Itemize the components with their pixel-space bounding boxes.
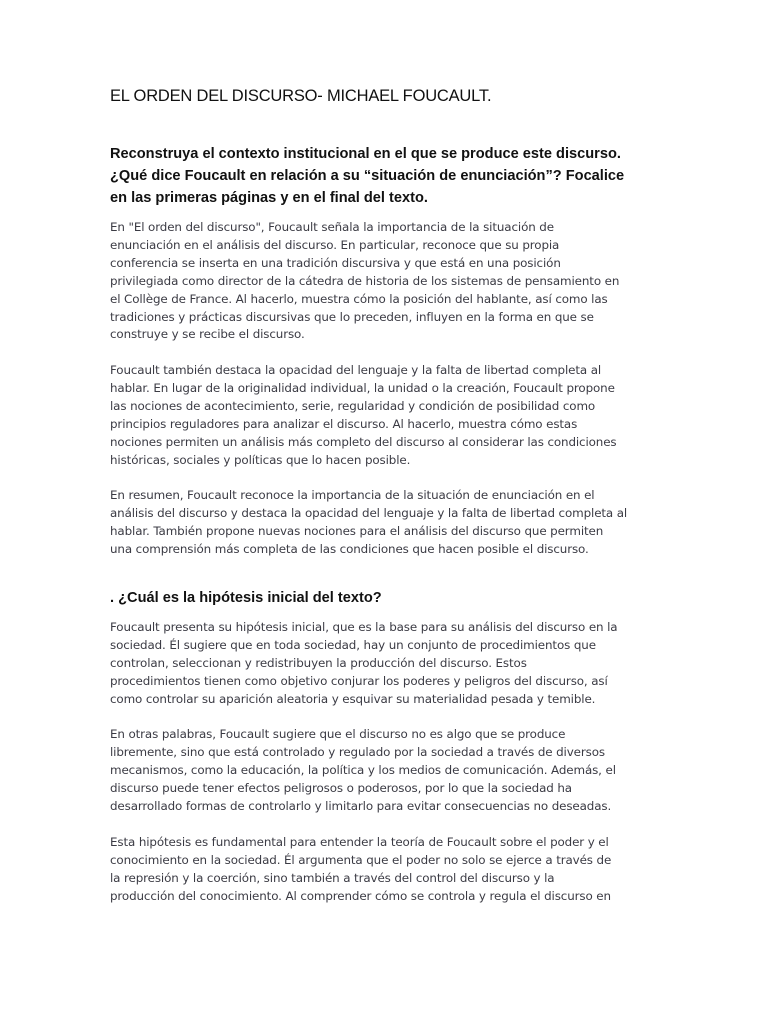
section2-paragraph-1 — [110, 619, 662, 709]
paragraph-line: En otras palabras, Foucault sugiere que el discurso no es algo que se produce — [110, 727, 566, 741]
paragraph-line: controlan, seleccionan y redistribuyen la producción del discurso. Estos — [110, 655, 527, 670]
paragraph-line: mecanismos, como la educación, la política y los medios de comunicación. Además, el — [110, 762, 616, 777]
section1-paragraph-2 — [110, 362, 662, 469]
paragraph-line: hablar. En lugar de la originalidad individual, la unidad o la creación, Foucault propone — [110, 380, 615, 395]
paragraph-line: tradiciones y prácticas discursivas que lo preceden, influyen en la forma en que se — [110, 309, 594, 324]
paragraph-line: conocimiento en la sociedad. Él argumenta que el poder no solo se ejerce a través de — [110, 852, 612, 867]
paragraph-line: sociedad. Él sugiere que en toda sociedad, hay un conjunto de procedimientos que — [110, 637, 596, 652]
paragraph-line: principios reguladores para analizar el discurso. Al hacerlo, muestra cómo estas — [110, 416, 578, 431]
paragraph-line: Esta hipótesis es fundamental para entender la teoría de Foucault sobre el poder y el — [110, 835, 609, 849]
paragraph-line: la represión y la coerción, sino también a través del control del discurso y la — [110, 870, 555, 885]
section1-heading — [110, 143, 662, 209]
section1-heading-line: ¿Qué dice Foucault en relación a su “situación de enunciación”? Focalice — [110, 168, 625, 184]
section1-paragraph-3 — [110, 487, 662, 559]
paragraph-line: producción del conocimiento. Al comprender cómo se controla y regula el discurso en — [110, 888, 611, 903]
section2-paragraph-3 — [110, 834, 662, 906]
section1-heading-line: Reconstruya el contexto institucional en el que se produce este discurso. — [110, 146, 621, 162]
paragraph-line: hablar. También propone nuevas nociones para el análisis del discurso que permiten — [110, 523, 604, 538]
paragraph-line: el Collège de France. Al hacerlo, muestra cómo la posición del hablante, así como las — [110, 291, 608, 306]
paragraph-line: las nociones de acontecimiento, serie, regularidad y condición de posibilidad como — [110, 398, 596, 413]
paragraph-line: En "El orden del discurso", Foucault señala la importancia de la situación de — [110, 220, 554, 234]
paragraph-line: En resumen, Foucault reconoce la importancia de la situación de enunciación en el — [110, 488, 595, 502]
paragraph-line: Foucault también destaca la opacidad del lenguaje y la falta de libertad completa al — [110, 363, 602, 377]
paragraph-line: construye y se recibe el discurso. — [110, 327, 305, 342]
paragraph-line: análisis del discurso y destaca la opacidad del lenguaje y la falta de libertad completa al — [110, 505, 628, 520]
paragraph-line: discurso puede tener efectos peligrosos o poderosos, por lo que la sociedad ha — [110, 780, 572, 795]
paragraph-line: Foucault presenta su hipótesis inicial, que es la base para su análisis del discurso en la — [110, 620, 618, 634]
paragraph-line: históricas, sociales y políticas que lo hacen posible. — [110, 452, 411, 467]
paragraph-line: como controlar su aparición aleatoria y esquivar su materialidad pesada y temible. — [110, 691, 596, 706]
section1-paragraph-1 — [110, 219, 662, 344]
paragraph-line: libremente, sino que está controlado y regulado por la sociedad a través de diversos — [110, 744, 605, 759]
paragraph-line: una comprensión más completa de las condiciones que hacen posible el discurso. — [110, 541, 589, 556]
paragraph-line: nociones permiten un análisis más completo del discurso al considerar las condiciones — [110, 434, 617, 449]
section1-heading-line: en las primeras páginas y en el final del texto. — [110, 190, 428, 206]
paragraph-line: privilegiada como director de la cátedra de historia de los sistemas de pensamiento en — [110, 273, 620, 288]
section2-heading-line: . ¿Cuál es la hipótesis inicial del texto? — [110, 590, 382, 606]
paragraph-line: conferencia se inserta en una tradición discursiva y que está en una posición — [110, 255, 561, 270]
document-title: EL ORDEN DEL DISCURSO- MICHAEL FOUCAULT. — [110, 87, 492, 105]
section2-heading — [110, 587, 662, 609]
paragraph-line: desarrollado formas de controlarlo y limitarlo para evitar consecuencias no deseadas. — [110, 798, 612, 813]
paragraph-line: procedimientos tienen como objetivo conjurar los poderes y peligros del discurso, así — [110, 673, 608, 688]
section2-paragraph-2 — [110, 726, 662, 816]
paragraph-line: enunciación en el análisis del discurso. En particular, reconoce que su propia — [110, 237, 560, 252]
